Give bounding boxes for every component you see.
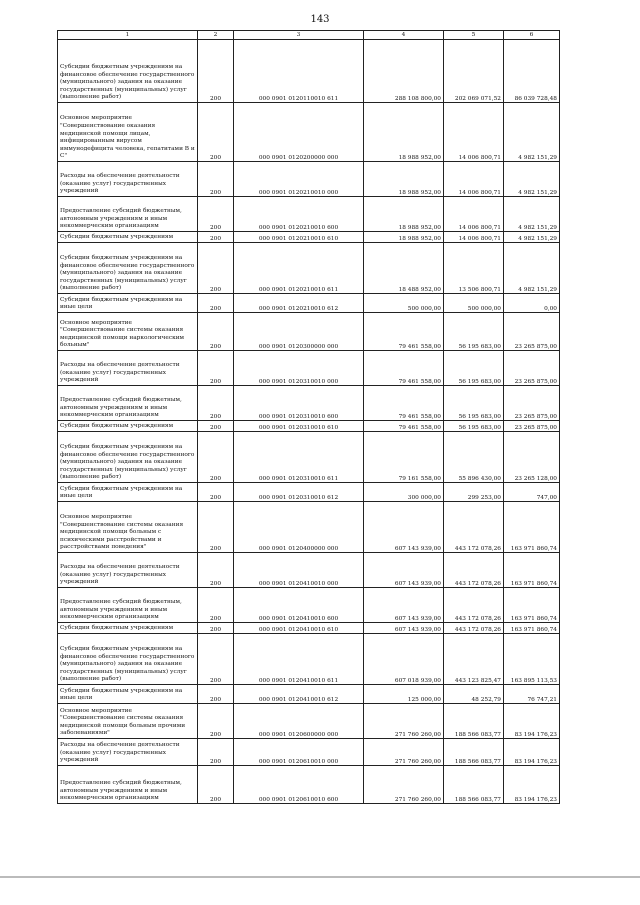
line-code: 200 xyxy=(198,232,234,243)
column-header: 2 xyxy=(198,31,234,40)
approved-amount: 607 143 939,00 xyxy=(364,502,444,553)
line-item-name: Основное мероприятие "Совершенствование системы оказания медицинской помощи больным прочими заболеваниями" xyxy=(58,704,198,739)
table-row xyxy=(58,685,560,704)
line-code: 200 xyxy=(198,483,234,502)
executed-amount: 443 172 078,26 xyxy=(444,502,504,553)
budget-classification-code: 000 0901 0120110010 611 xyxy=(234,40,364,103)
approved-amount: 607 143 939,00 xyxy=(364,623,444,634)
table-row xyxy=(58,502,560,553)
executed-amount: 14 006 800,71 xyxy=(444,197,504,232)
executed-amount: 13 506 800,71 xyxy=(444,243,504,294)
line-item-name: Субсидии бюджетным учреждениям на иные цели xyxy=(58,483,198,502)
line-item-name: Субсидии бюджетным учреждениям на финансовое обеспечение государственного (муниципального) задания на оказание государственных (муниципальных) услуг (выполнение работ) xyxy=(58,243,198,294)
executed-amount: 443 172 078,26 xyxy=(444,553,504,588)
budget-classification-code: 000 0901 0120310010 612 xyxy=(234,483,364,502)
approved-amount: 18 988 952,00 xyxy=(364,103,444,162)
budget-classification-code: 000 0901 0120610010 600 xyxy=(234,766,364,804)
executed-amount: 188 566 083,77 xyxy=(444,704,504,739)
budget-classification-code: 000 0901 0120210010 610 xyxy=(234,232,364,243)
table-row xyxy=(58,232,560,243)
executed-amount: 443 172 078,26 xyxy=(444,623,504,634)
executed-amount: 56 195 683,00 xyxy=(444,386,504,421)
table-row xyxy=(58,766,560,804)
approved-amount: 125 000,00 xyxy=(364,685,444,704)
executed-amount: 56 195 683,00 xyxy=(444,421,504,432)
unexecuted-amount: 23 265 875,00 xyxy=(504,351,560,386)
line-item-name: Субсидии бюджетным учреждениям xyxy=(58,232,198,243)
unexecuted-amount: 163 971 860,74 xyxy=(504,502,560,553)
budget-classification-code: 000 0901 0120600000 000 xyxy=(234,704,364,739)
table-row xyxy=(58,386,560,421)
line-code: 200 xyxy=(198,313,234,351)
line-item-name: Расходы на обеспечение деятельности (оказание услуг) государственных учреждений xyxy=(58,739,198,766)
budget-classification-code: 000 0901 0120310010 000 xyxy=(234,351,364,386)
table-row xyxy=(58,704,560,739)
unexecuted-amount: 23 265 875,00 xyxy=(504,421,560,432)
line-item-name: Предоставление субсидий бюджетным, автономным учреждениям и иным некоммерческим организациям xyxy=(58,386,198,421)
budget-classification-code: 000 0901 0120410010 610 xyxy=(234,623,364,634)
budget-classification-code: 000 0901 0120310010 610 xyxy=(234,421,364,432)
executed-amount: 14 006 800,71 xyxy=(444,232,504,243)
approved-amount: 18 988 952,00 xyxy=(364,197,444,232)
approved-amount: 271 760 260,00 xyxy=(364,704,444,739)
budget-classification-code: 000 0901 0120300000 000 xyxy=(234,313,364,351)
budget-classification-code: 000 0901 0120210010 612 xyxy=(234,294,364,313)
approved-amount: 18 988 952,00 xyxy=(364,162,444,197)
line-item-name: Субсидии бюджетным учреждениям на финансовое обеспечение государственного (муниципального) задания на оказание государственных (муниципальных) услуг (выполнение работ) xyxy=(58,40,198,103)
approved-amount: 271 760 260,00 xyxy=(364,766,444,804)
header-row xyxy=(58,31,560,40)
unexecuted-amount: 163 971 860,74 xyxy=(504,623,560,634)
line-item-name: Субсидии бюджетным учреждениям на финансовое обеспечение государственного (муниципального) задания на оказание государственных (муниципальных) услуг (выполнение работ) xyxy=(58,432,198,483)
line-code: 200 xyxy=(198,40,234,103)
column-header: 1 xyxy=(58,31,198,40)
line-code: 200 xyxy=(198,103,234,162)
unexecuted-amount: 4 982 151,29 xyxy=(504,103,560,162)
line-code: 200 xyxy=(198,294,234,313)
table-row xyxy=(58,162,560,197)
unexecuted-amount: 83 194 176,23 xyxy=(504,704,560,739)
approved-amount: 18 488 952,00 xyxy=(364,243,444,294)
table-row xyxy=(58,197,560,232)
line-code: 200 xyxy=(198,432,234,483)
table-row xyxy=(58,294,560,313)
unexecuted-amount: 23 265 875,00 xyxy=(504,386,560,421)
approved-amount: 300 000,00 xyxy=(364,483,444,502)
line-item-name: Субсидии бюджетным учреждениям на иные цели xyxy=(58,685,198,704)
scan-edge-line xyxy=(0,876,640,878)
budget-classification-code: 000 0901 0120610010 000 xyxy=(234,739,364,766)
table-row xyxy=(58,483,560,502)
table-row xyxy=(58,103,560,162)
unexecuted-amount: 83 194 176,23 xyxy=(504,766,560,804)
executed-amount: 443 172 078,26 xyxy=(444,588,504,623)
unexecuted-amount: 747,00 xyxy=(504,483,560,502)
budget-classification-code: 000 0901 0120310010 611 xyxy=(234,432,364,483)
page-number: 143 xyxy=(310,14,330,25)
budget-classification-code: 000 0901 0120410010 600 xyxy=(234,588,364,623)
line-item-name: Расходы на обеспечение деятельности (оказание услуг) государственных учреждений xyxy=(58,162,198,197)
line-item-name: Основное мероприятие "Совершенствование системы оказания медицинской помощи больным с психическими расстройствами и расстройствами поведения" xyxy=(58,502,198,553)
budget-classification-code: 000 0901 0120400000 000 xyxy=(234,502,364,553)
executed-amount: 299 253,00 xyxy=(444,483,504,502)
approved-amount: 79 461 558,00 xyxy=(364,386,444,421)
budget-classification-code: 000 0901 0120410010 612 xyxy=(234,685,364,704)
approved-amount: 18 988 952,00 xyxy=(364,232,444,243)
line-code: 200 xyxy=(198,634,234,685)
column-header: 4 xyxy=(364,31,444,40)
executed-amount: 48 252,79 xyxy=(444,685,504,704)
line-code: 200 xyxy=(198,739,234,766)
unexecuted-amount: 83 194 176,23 xyxy=(504,739,560,766)
line-item-name: Основное мероприятие "Совершенствование системы оказания медицинской помощи наркологическим больным" xyxy=(58,313,198,351)
unexecuted-amount: 23 265 128,00 xyxy=(504,432,560,483)
approved-amount: 79 461 558,00 xyxy=(364,313,444,351)
approved-amount: 607 143 939,00 xyxy=(364,588,444,623)
unexecuted-amount: 163 971 860,74 xyxy=(504,588,560,623)
line-code: 200 xyxy=(198,588,234,623)
approved-amount: 79 461 558,00 xyxy=(364,421,444,432)
column-header: 5 xyxy=(444,31,504,40)
executed-amount: 55 896 430,00 xyxy=(444,432,504,483)
unexecuted-amount: 163 895 113,53 xyxy=(504,634,560,685)
approved-amount: 79 161 558,00 xyxy=(364,432,444,483)
unexecuted-amount: 163 971 860,74 xyxy=(504,553,560,588)
line-code: 200 xyxy=(198,766,234,804)
line-item-name: Предоставление субсидий бюджетным, автономным учреждениям и иным некоммерческим организациям xyxy=(58,588,198,623)
unexecuted-amount: 4 982 151,29 xyxy=(504,232,560,243)
table-row xyxy=(58,313,560,351)
approved-amount: 607 018 939,00 xyxy=(364,634,444,685)
unexecuted-amount: 4 982 151,29 xyxy=(504,197,560,232)
budget-classification-code: 000 0901 0120210010 600 xyxy=(234,197,364,232)
line-item-name: Субсидии бюджетным учреждениям на иные цели xyxy=(58,294,198,313)
budget-classification-code: 000 0901 0120310010 600 xyxy=(234,386,364,421)
line-code: 200 xyxy=(198,421,234,432)
unexecuted-amount: 23 265 875,00 xyxy=(504,313,560,351)
line-item-name: Расходы на обеспечение деятельности (оказание услуг) государственных учреждений xyxy=(58,351,198,386)
table-row xyxy=(58,351,560,386)
table-row xyxy=(58,40,560,103)
line-code: 200 xyxy=(198,704,234,739)
table-row xyxy=(58,553,560,588)
line-code: 200 xyxy=(198,502,234,553)
budget-classification-code: 000 0901 0120210010 611 xyxy=(234,243,364,294)
unexecuted-amount: 4 982 151,29 xyxy=(504,162,560,197)
line-code: 200 xyxy=(198,623,234,634)
line-item-name: Субсидии бюджетным учреждениям xyxy=(58,421,198,432)
table-row xyxy=(58,623,560,634)
budget-classification-code: 000 0901 0120410010 000 xyxy=(234,553,364,588)
line-item-name: Расходы на обеспечение деятельности (оказание услуг) государственных учреждений xyxy=(58,553,198,588)
executed-amount: 56 195 683,00 xyxy=(444,313,504,351)
executed-amount: 14 006 800,71 xyxy=(444,103,504,162)
table-row xyxy=(58,421,560,432)
line-code: 200 xyxy=(198,553,234,588)
unexecuted-amount: 0,00 xyxy=(504,294,560,313)
approved-amount: 607 143 939,00 xyxy=(364,553,444,588)
executed-amount: 202 069 071,52 xyxy=(444,40,504,103)
table-row xyxy=(58,432,560,483)
unexecuted-amount: 4 982 151,29 xyxy=(504,243,560,294)
executed-amount: 14 006 800,71 xyxy=(444,162,504,197)
line-code: 200 xyxy=(198,351,234,386)
unexecuted-amount: 76 747,21 xyxy=(504,685,560,704)
line-code: 200 xyxy=(198,685,234,704)
approved-amount: 271 760 260,00 xyxy=(364,739,444,766)
budget-classification-code: 000 0901 0120410010 611 xyxy=(234,634,364,685)
line-code: 200 xyxy=(198,243,234,294)
line-code: 200 xyxy=(198,386,234,421)
executed-amount: 188 566 083,77 xyxy=(444,739,504,766)
column-header: 6 xyxy=(504,31,560,40)
table-row xyxy=(58,634,560,685)
line-item-name: Основное мероприятие "Совершенствование оказания медицинской помощи лицам, инфицированным вирусом иммунодефицита человека, гепатитами В и С" xyxy=(58,103,198,162)
column-header: 3 xyxy=(234,31,364,40)
table-row xyxy=(58,243,560,294)
line-item-name: Субсидии бюджетным учреждениям на финансовое обеспечение государственного (муниципального) задания на оказание государственных (муниципальных) услуг (выполнение работ) xyxy=(58,634,198,685)
line-code: 200 xyxy=(198,197,234,232)
approved-amount: 500 000,00 xyxy=(364,294,444,313)
executed-amount: 188 566 083,77 xyxy=(444,766,504,804)
unexecuted-amount: 86 039 728,48 xyxy=(504,40,560,103)
line-item-name: Предоставление субсидий бюджетным, автономным учреждениям и иным некоммерческим организациям xyxy=(58,766,198,804)
approved-amount: 288 108 800,00 xyxy=(364,40,444,103)
budget-table xyxy=(57,30,560,804)
executed-amount: 56 195 683,00 xyxy=(444,351,504,386)
budget-classification-code: 000 0901 0120210010 000 xyxy=(234,162,364,197)
line-item-name: Субсидии бюджетным учреждениям xyxy=(58,623,198,634)
line-item-name: Предоставление субсидий бюджетным, автономным учреждениям и иным некоммерческим организациям xyxy=(58,197,198,232)
table-row xyxy=(58,739,560,766)
executed-amount: 500 000,00 xyxy=(444,294,504,313)
approved-amount: 79 461 558,00 xyxy=(364,351,444,386)
budget-classification-code: 000 0901 0120200000 000 xyxy=(234,103,364,162)
executed-amount: 443 123 825,47 xyxy=(444,634,504,685)
table-row xyxy=(58,588,560,623)
line-code: 200 xyxy=(198,162,234,197)
